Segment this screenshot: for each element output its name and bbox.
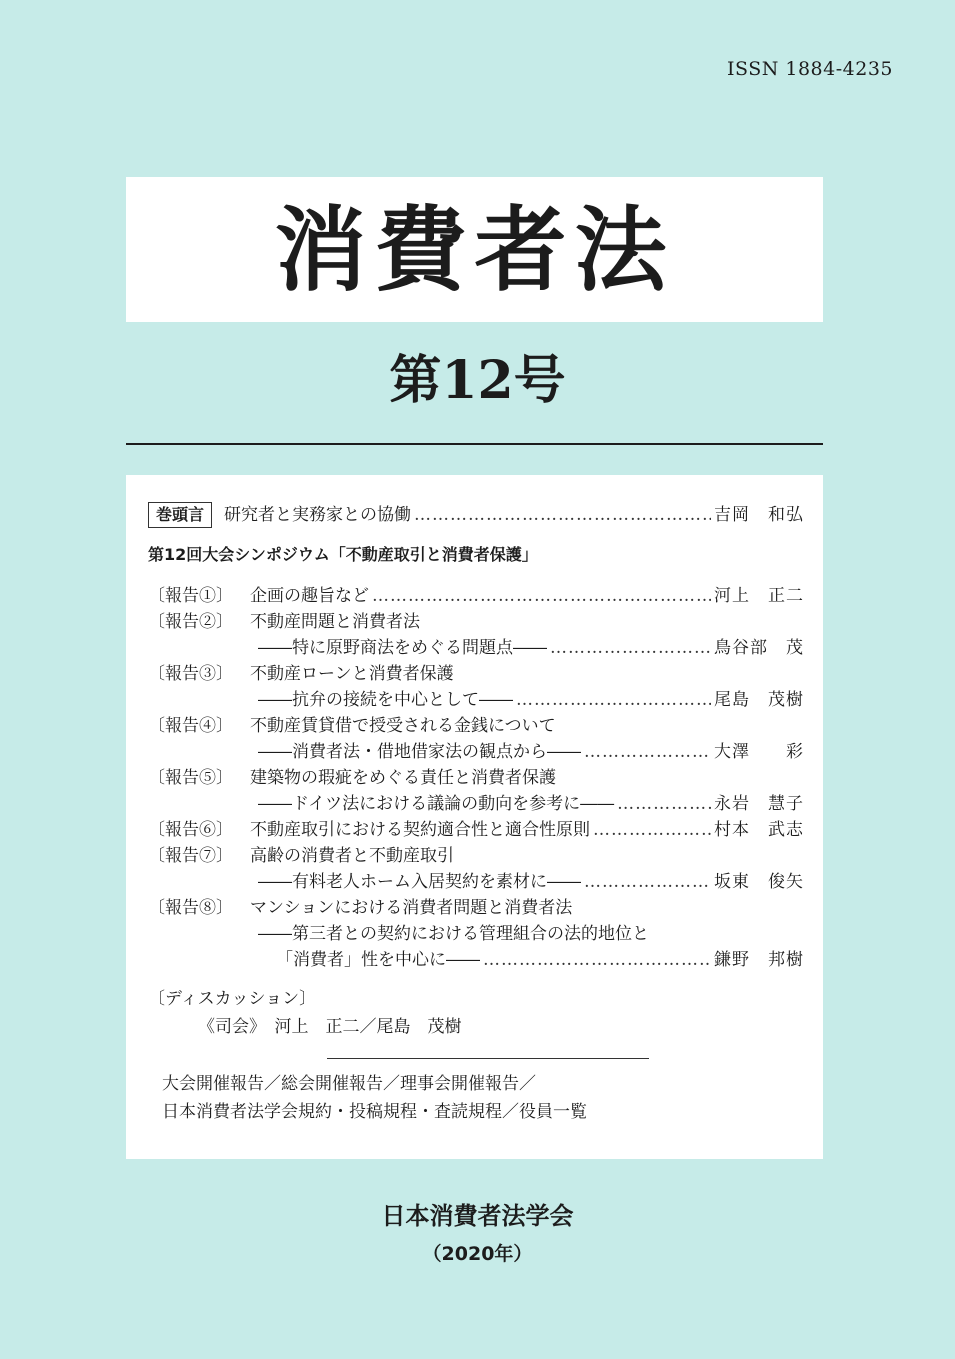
report-author: 坂東 俊矢 <box>714 872 804 892</box>
report-author: 永岩 慧子 <box>714 794 804 814</box>
report-label: 〔報告③〕 <box>148 664 233 684</box>
report-subtitle: ――第三者との契約における管理組合の法的地位と <box>258 924 649 944</box>
leader-dots <box>516 689 711 711</box>
report-line <box>258 637 804 659</box>
leader-dots <box>593 819 711 841</box>
publisher-name: 日本消費者法学会 <box>381 1202 574 1230</box>
report-text: 不動産取引における契約適合性と適合性原則 <box>250 820 590 840</box>
leader-dots <box>414 504 711 526</box>
report-author: 尾島 茂樹 <box>714 690 804 710</box>
issn-number: ISSN 1884-4235 <box>727 58 893 80</box>
report-line <box>258 793 804 815</box>
preface-badge: 巻頭言 <box>148 502 212 528</box>
report-text: 不動産ローンと消費者保護 <box>250 664 454 684</box>
report-label: 〔報告⑦〕 <box>148 846 233 866</box>
title-panel <box>126 177 823 322</box>
report-label: 〔報告⑧〕 <box>148 898 233 918</box>
report-label: 〔報告⑤〕 <box>148 768 233 788</box>
report-subtitle: ――特に原野商法をめぐる問題点―― <box>258 638 547 658</box>
report-label: 〔報告②〕 <box>148 612 233 632</box>
preface-text: 研究者と実務家との協働 <box>224 505 412 525</box>
report-author: 大澤 彩 <box>714 742 804 762</box>
report-text: 企画の趣旨など <box>250 586 369 606</box>
report-line <box>250 585 804 607</box>
report-line <box>250 819 804 841</box>
symposium-title: 第12回大会シンポジウム「不動産取引と消費者保護」 <box>148 545 538 564</box>
report-subtitle: ――消費者法・借地借家法の観点から―― <box>258 742 581 762</box>
report-author: 鎌野 邦樹 <box>714 950 804 970</box>
preface-author: 吉岡 和弘 <box>714 505 804 525</box>
publication-year: （2020年） <box>422 1243 533 1265</box>
table-of-contents <box>126 475 823 1159</box>
leader-dots <box>584 871 711 893</box>
report-label: 〔報告①〕 <box>148 586 233 606</box>
leader-dots <box>550 637 711 659</box>
report-text: 不動産賃貸借で授受される金銭について <box>250 716 556 736</box>
report-label: 〔報告⑥〕 <box>148 820 233 840</box>
report-text: マンションにおける消費者問題と消費者法 <box>250 898 573 918</box>
footer-item: 日本消費者法学会規約・投稿規程・査読規程／役員一覧 <box>162 1102 587 1122</box>
report-author: 鳥谷部 茂 <box>714 638 804 658</box>
issue-number: 第12号 <box>389 350 566 411</box>
report-subtitle: ――有料老人ホーム入居契約を素材に―― <box>258 872 581 892</box>
report-line <box>258 871 804 893</box>
report-text: 建築物の瑕疵をめぐる責任と消費者保護 <box>250 768 556 788</box>
report-line <box>258 689 804 711</box>
report-subtitle: ――ドイツ法における議論の動向を参考に―― <box>258 794 615 814</box>
report-label: 〔報告④〕 <box>148 716 233 736</box>
title-rule <box>126 443 823 445</box>
report-text: 高齢の消費者と不動産取引 <box>250 846 454 866</box>
leader-dots <box>372 585 711 607</box>
report-subtitle: 「消費者」性を中心に―― <box>276 950 480 970</box>
discussion-label: 〔ディスカッション〕 <box>148 989 317 1009</box>
discussion-chair: 《司会》 河上 正二／尾島 茂樹 <box>198 1017 462 1037</box>
leader-dots <box>617 793 711 815</box>
report-text: 不動産問題と消費者法 <box>250 612 420 632</box>
leader-dots <box>483 949 711 971</box>
report-author: 村本 武志 <box>714 820 804 840</box>
report-line <box>258 741 804 763</box>
report-subtitle: ――抗弁の接続を中心として―― <box>258 690 513 710</box>
journal-title: 消費者法 <box>274 195 675 304</box>
report-author: 河上 正二 <box>714 586 804 606</box>
footer-item: 大会開催報告／総会開催報告／理事会開催報告／ <box>162 1074 536 1094</box>
report-line <box>276 949 804 971</box>
preface-entry <box>148 502 804 528</box>
section-divider <box>327 1058 649 1059</box>
leader-dots <box>584 741 711 763</box>
